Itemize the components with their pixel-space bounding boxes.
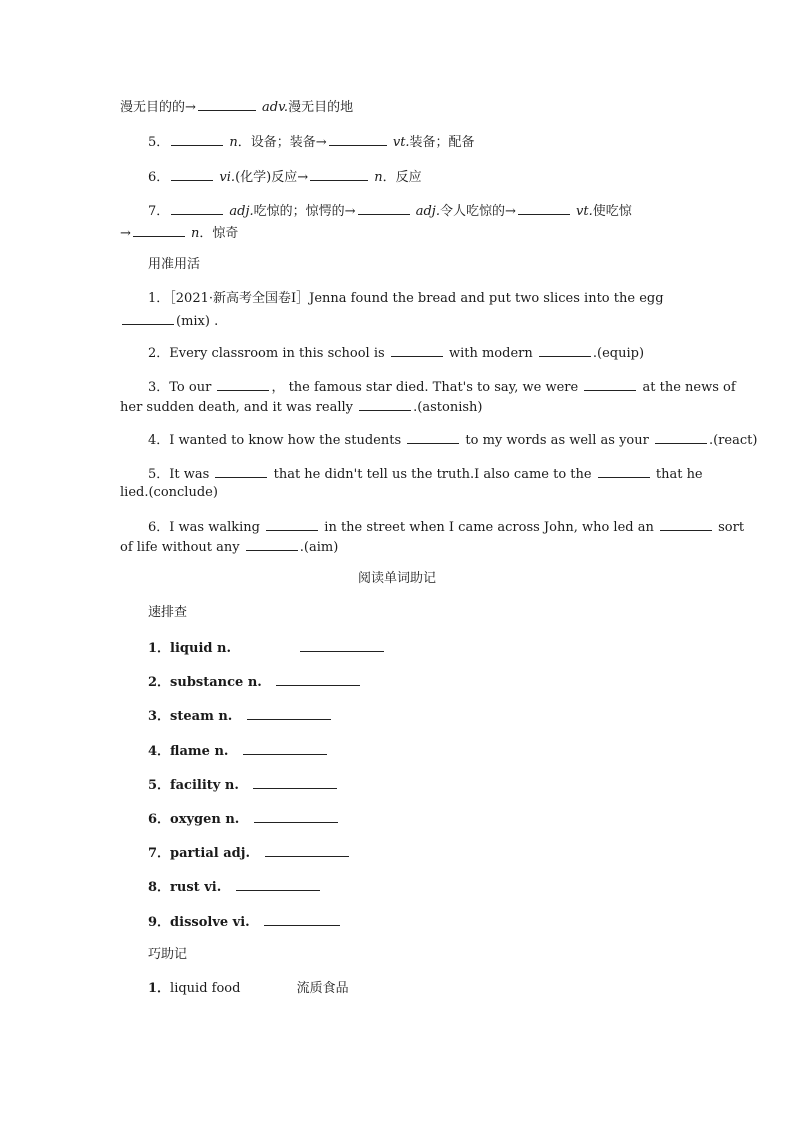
text: 装备；配备: [409, 135, 475, 150]
vocab-label: 2．substance n.: [148, 675, 262, 690]
exercise-text: 1．［2021·新高考全国卷Ⅰ］Jenna found the bread and put two slices into the egg: [148, 291, 664, 306]
memory-chinese: 流质食品: [296, 981, 349, 996]
word-form-line-5: [148, 131, 475, 153]
text: 吃惊的；惊愕的→: [253, 204, 356, 219]
exercise-text: (mix) .: [176, 314, 219, 329]
part-of-speech: adj.: [229, 204, 254, 219]
answer-blank[interactable]: [171, 200, 223, 215]
answer-blank[interactable]: [236, 876, 320, 891]
exercise-6: [148, 516, 744, 538]
answer-blank[interactable]: [518, 200, 570, 215]
exercise-1: [148, 289, 675, 309]
answer-blank[interactable]: [300, 637, 384, 652]
vocab-item-9: [148, 911, 342, 933]
part-of-speech: n: [374, 170, 383, 185]
answer-blank[interactable]: [215, 463, 267, 478]
text: →: [120, 226, 131, 241]
section-heading-memory: 巧助记: [148, 947, 188, 962]
answer-blank[interactable]: [253, 774, 337, 789]
vocab-item-1: [148, 637, 386, 659]
exercise-3-cont: [120, 396, 483, 418]
vocab-item-2: [148, 671, 362, 693]
exercise-text: to my words as well as your: [465, 433, 649, 448]
answer-blank[interactable]: [539, 342, 591, 357]
section-heading-use: 用准用活: [148, 257, 201, 272]
exercise-text: sort: [718, 520, 745, 535]
exercise-text: .(aim): [299, 540, 339, 555]
exercise-text: 3．To our: [148, 380, 212, 395]
part-of-speech: n: [191, 226, 200, 241]
exercise-text: 6．I was walking: [148, 520, 260, 535]
exercise-text: at the news of: [642, 380, 736, 395]
answer-blank[interactable]: [171, 131, 223, 146]
part-of-speech: vi.: [219, 170, 236, 185]
vocab-item-3: [148, 705, 333, 727]
part-of-speech: adv.: [262, 100, 289, 115]
text: ．设备；装备→: [237, 135, 327, 150]
section-heading-quick: 速排查: [148, 605, 188, 620]
answer-blank[interactable]: [584, 376, 636, 391]
text: ．反应: [382, 170, 422, 185]
exercise-text: 5．It was: [148, 467, 210, 482]
exercise-text: her sudden death, and it was really: [120, 400, 354, 415]
vocab-label: 8．rust vi.: [148, 880, 222, 895]
text: 使吃惊: [592, 204, 632, 219]
word-form-line-7: [148, 200, 632, 222]
item-number: 6．: [148, 170, 170, 185]
answer-blank[interactable]: [391, 342, 443, 357]
word-form-line-0: [120, 96, 353, 118]
vocab-item-8: [148, 876, 322, 898]
word-form-line-7b: [120, 222, 238, 244]
exercise-text: ， the famous star died. That's to say, we were: [271, 380, 579, 395]
text: 令人吃惊的→: [439, 204, 516, 219]
exercise-5-cont: lied.(conclude): [120, 485, 218, 500]
vocab-label: 7．partial adj.: [148, 846, 250, 861]
answer-blank[interactable]: [246, 536, 298, 551]
exercise-text: in the street when I came across John, who led an: [324, 520, 654, 535]
section-title: 阅读单词助记: [357, 571, 436, 586]
item-number: 1．: [148, 981, 171, 996]
answer-blank[interactable]: [171, 166, 213, 181]
part-of-speech: vt.: [392, 135, 410, 150]
answer-blank[interactable]: [329, 131, 387, 146]
answer-blank[interactable]: [359, 396, 411, 411]
answer-blank[interactable]: [133, 222, 185, 237]
exercise-text: .(astonish): [413, 400, 483, 415]
exercise-5: [148, 463, 703, 485]
exercise-text: .(react): [708, 433, 758, 448]
vocab-item-6: [148, 808, 340, 830]
text: 漫无目的地: [288, 100, 354, 115]
exercise-2: [148, 342, 644, 364]
item-number: 7．: [148, 204, 170, 219]
answer-blank[interactable]: [276, 671, 360, 686]
answer-blank[interactable]: [247, 705, 331, 720]
text: 漫无目的的→: [120, 100, 196, 115]
vocab-item-7: [148, 842, 351, 864]
exercise-text: .(equip): [592, 346, 645, 361]
answer-blank[interactable]: [122, 310, 174, 325]
memory-english: liquid food: [170, 981, 241, 996]
text: ．惊奇: [199, 226, 239, 241]
exercise-text: with modern: [448, 346, 533, 361]
vocab-label: 3．steam n.: [148, 709, 233, 724]
vocab-label: 4．flame n.: [148, 744, 229, 759]
answer-blank[interactable]: [265, 842, 349, 857]
vocab-item-4: [148, 740, 329, 762]
vocab-label: 6．oxygen n.: [148, 812, 240, 827]
part-of-speech: vt.: [576, 204, 593, 219]
word-form-line-6: [148, 166, 422, 188]
answer-blank[interactable]: [660, 516, 712, 531]
exercise-4: [148, 429, 757, 451]
memory-item-1: [148, 979, 349, 999]
exercise-text: that he: [655, 467, 703, 482]
exercise-3: [148, 376, 736, 398]
answer-blank[interactable]: [598, 463, 650, 478]
exercise-6-cont: [120, 536, 338, 558]
answer-blank[interactable]: [310, 166, 368, 181]
answer-blank[interactable]: [264, 911, 340, 926]
answer-blank[interactable]: [407, 429, 459, 444]
answer-blank[interactable]: [198, 96, 256, 111]
answer-blank[interactable]: [243, 740, 327, 755]
vocab-label: 9．dissolve vi.: [148, 915, 250, 930]
item-number: 5．: [148, 135, 170, 150]
part-of-speech: n: [229, 135, 238, 150]
exercise-text: 4．I wanted to know how the students: [148, 433, 402, 448]
answer-blank[interactable]: [254, 808, 338, 823]
answer-blank[interactable]: [266, 516, 318, 531]
vocab-label: 1．liquid n.: [148, 641, 231, 656]
part-of-speech: adj.: [415, 204, 440, 219]
text: (化学)反应→: [235, 170, 309, 185]
exercise-text: of life without any: [120, 540, 240, 555]
vocab-label: 5．facility n.: [148, 778, 239, 793]
exercise-1-cont: [120, 310, 218, 332]
vocab-item-5: [148, 774, 339, 796]
answer-blank[interactable]: [655, 429, 707, 444]
answer-blank[interactable]: [217, 376, 269, 391]
answer-blank[interactable]: [358, 200, 410, 215]
exercise-text: 2．Every classroom in this school is: [148, 346, 385, 361]
exercise-text: that he didn't tell us the truth.I also came to the: [273, 467, 592, 482]
